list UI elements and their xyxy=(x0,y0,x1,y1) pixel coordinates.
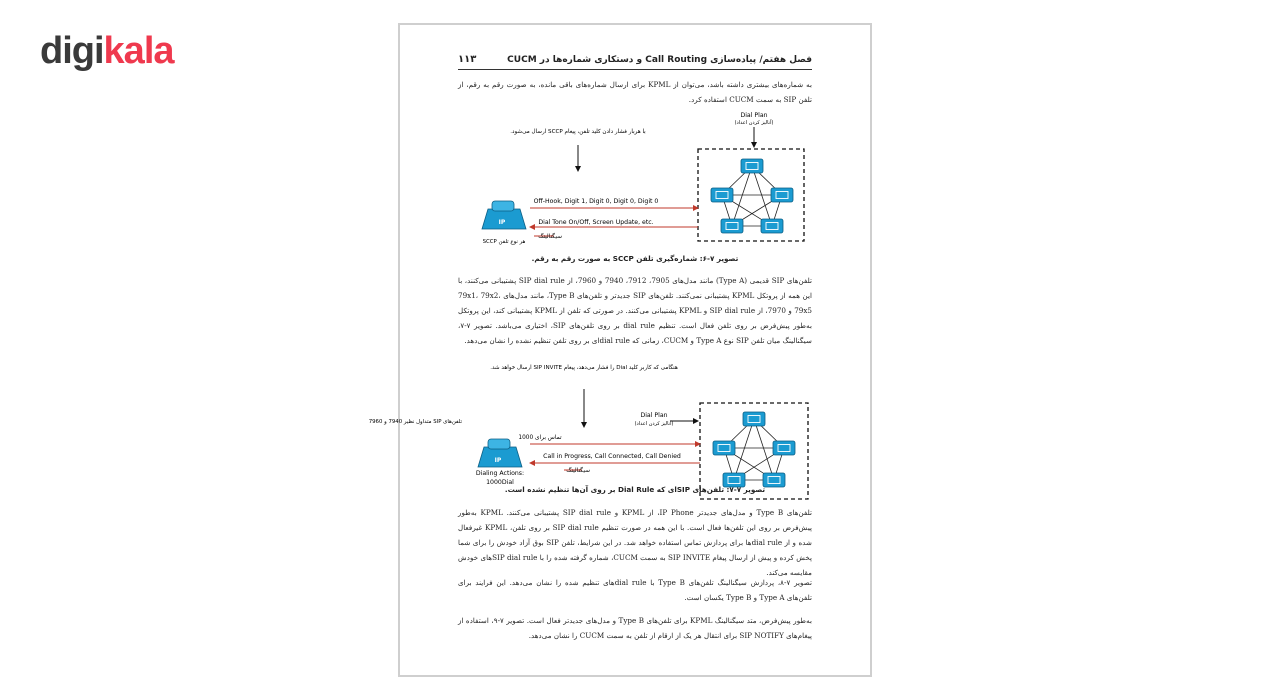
figure-2-caption: تصویر ۷-۷: تلفن‌های SIP‌ای که Dial Rule بر روی آن‌ها تنظیم نشده است. xyxy=(504,485,766,494)
figure-2-phone-label: تلفن‌های SIP متداول نظیر 7940 و 7960 xyxy=(368,419,462,425)
cucm-node-icon xyxy=(743,412,765,426)
figure-2-dialing-value: 1000Dial xyxy=(486,479,514,486)
digikala-logo[interactable] xyxy=(40,30,174,73)
paragraph-1: به شماره‌های بیشتری داشته باشد، می‌توان از KPML برای ارسال شماره‌های باقی مانده، به صورت رقم به رقم، از تلفن SIP به سمت CUCM استفاده کرد. xyxy=(458,80,812,104)
figure-2-arrow-bottom-label: Call in Progress, Call Connected, Call Denied xyxy=(543,453,681,460)
figure-2-dialing-actions: Dialing Actions: xyxy=(475,470,525,477)
figure-1-diagram xyxy=(458,109,812,249)
figure-2-arrow-top-label: تماس برای 1000 xyxy=(518,435,562,441)
figure-2-dial-plan-sub: (آنالیز کردن اعداد) xyxy=(634,421,674,427)
figure-2-legend-label: سیگنالینگ xyxy=(566,468,590,474)
figure-1-dial-plan: Dial Plan xyxy=(740,112,768,119)
figure-1-note: با هربار فشار دادن کلید تلفن، پیغام SCCP ارسال می‌شود. xyxy=(510,129,646,135)
logo-part-kala: kala xyxy=(103,30,174,72)
logo-part-digi: digi xyxy=(40,30,104,72)
figure-2-note: هنگامی که کاربر کلید Dial را فشار می‌دهد، پیغام SIP INVITE ارسال خواهد شد. xyxy=(490,365,678,371)
figure-1-arrow-top-label: Off-Hook, Digit 1, Digit 0, Digit 0, Digit 0 xyxy=(533,198,659,205)
paragraph-3: تلفن‌های Type B و مدل‌های جدیدتر IP Phone، از KPML و SIP dial rule پشتیبانی می‌کنند. KPML به‌طور پیش‌فرض بر روی این تلفن‌ها فعال است. با این همه در صورت تنظیم SIP dial rule بر روی تلفن، KPML غیرفعال شده و از dial rule‌ها برای پردازش تماس استفاده خواهد شد. در این شرایط، تلفن SIP بوق آزاد خودش را برای شما پخش کرده و پیش از ارسال پیغام SIP INVITE به سمت CUCM، شماره گرفته شده را با SIP dial rule‌های خودش مقایسه می‌کند. xyxy=(458,508,813,577)
figure-1-legend xyxy=(530,229,650,243)
svg-text:IP: IP xyxy=(494,457,502,464)
page-number: ۱۱۳ xyxy=(458,54,477,65)
figure-1-legend-label: سیگنالینگ xyxy=(538,234,562,240)
cucm-node-icon xyxy=(741,159,763,173)
cucm-node-icon xyxy=(721,219,743,233)
book-page xyxy=(368,23,872,677)
cucm-node-icon xyxy=(713,441,735,455)
cucm-node-icon xyxy=(761,219,783,233)
paragraph-4: تصویر ۷-۸، پردازش سیگنالینگ تلفن‌های Type B با dial rule‌های تنظیم شده را نشان می‌دهد. این فرایند برای تلفن‌های Type A و Type B یکسان است. xyxy=(458,578,812,602)
figure-2-dial-plan: Dial Plan xyxy=(640,412,668,419)
figure-1-phone-label: هر نوع تلفن SCCP xyxy=(482,239,526,245)
cucm-node-icon xyxy=(711,188,733,202)
paragraph-5: به‌طور پیش‌فرض، متد سیگنالینگ KPML برای تلفن‌های Type B و مدل‌های جدیدتر فعال است. تصویر ۷-۹، استفاده از پیغام‌های SIP NOTIFY برای انتقال هر یک از ارقام از تلفن به سمت CUCM را نشان می‌دهد. xyxy=(458,616,812,640)
chapter-title: فصل هفتم/ پیاده‌سازی Call Routing و دستکاری شماره‌ها در CUCM xyxy=(507,55,812,65)
figure-1-arrow-bottom-label: Dial Tone On/Off, Screen Update, etc. xyxy=(538,219,654,226)
paragraph-2: تلفن‌های SIP قدیمی (Type A) مانند مدل‌های 7905، 7912، 7940 و 7960، از SIP dial rule پشتیبانی می‌کنند، با این همه از پروتکل KPML پشتیبانی نمی‌کنند. تلفن‌های SIP جدیدتر و تلفن‌های Type B، مانند مدل‌های 79x1، 79x2، 79x5 و 7970، از SIP dial rule و KPML پشتیبانی می‌کنند. در صورتی که تلفن از KPML پشتیبانی کند، این پروتکل به‌طور پیش‌فرض بر روی تلفن فعال است. تنظیم dial rule بر روی تلفن‌های SIP، اختیاری می‌باشد. تصویر ۷-۷، سیگنالینگ میان تلفن SIP نوع Type A و CUCM، زمانی که dial rule‌ای بر روی تلفن تنظیم نشده را نشان می‌دهد. xyxy=(458,276,813,345)
page-header xyxy=(458,53,812,70)
svg-text:IP: IP xyxy=(498,219,506,226)
cucm-node-icon xyxy=(771,188,793,202)
cucm-node-icon xyxy=(773,441,795,455)
figure-2-legend xyxy=(560,463,660,477)
figure-1-caption: تصویر ۷-۶: شماره‌گیری تلفن SCCP به صورت رقم به رقم. xyxy=(531,254,739,263)
figure-1-dial-plan-sub: (آنالیز کردن اعداد) xyxy=(734,120,774,126)
ip-phone-icon xyxy=(482,201,526,229)
ip-phone-icon xyxy=(478,439,522,467)
